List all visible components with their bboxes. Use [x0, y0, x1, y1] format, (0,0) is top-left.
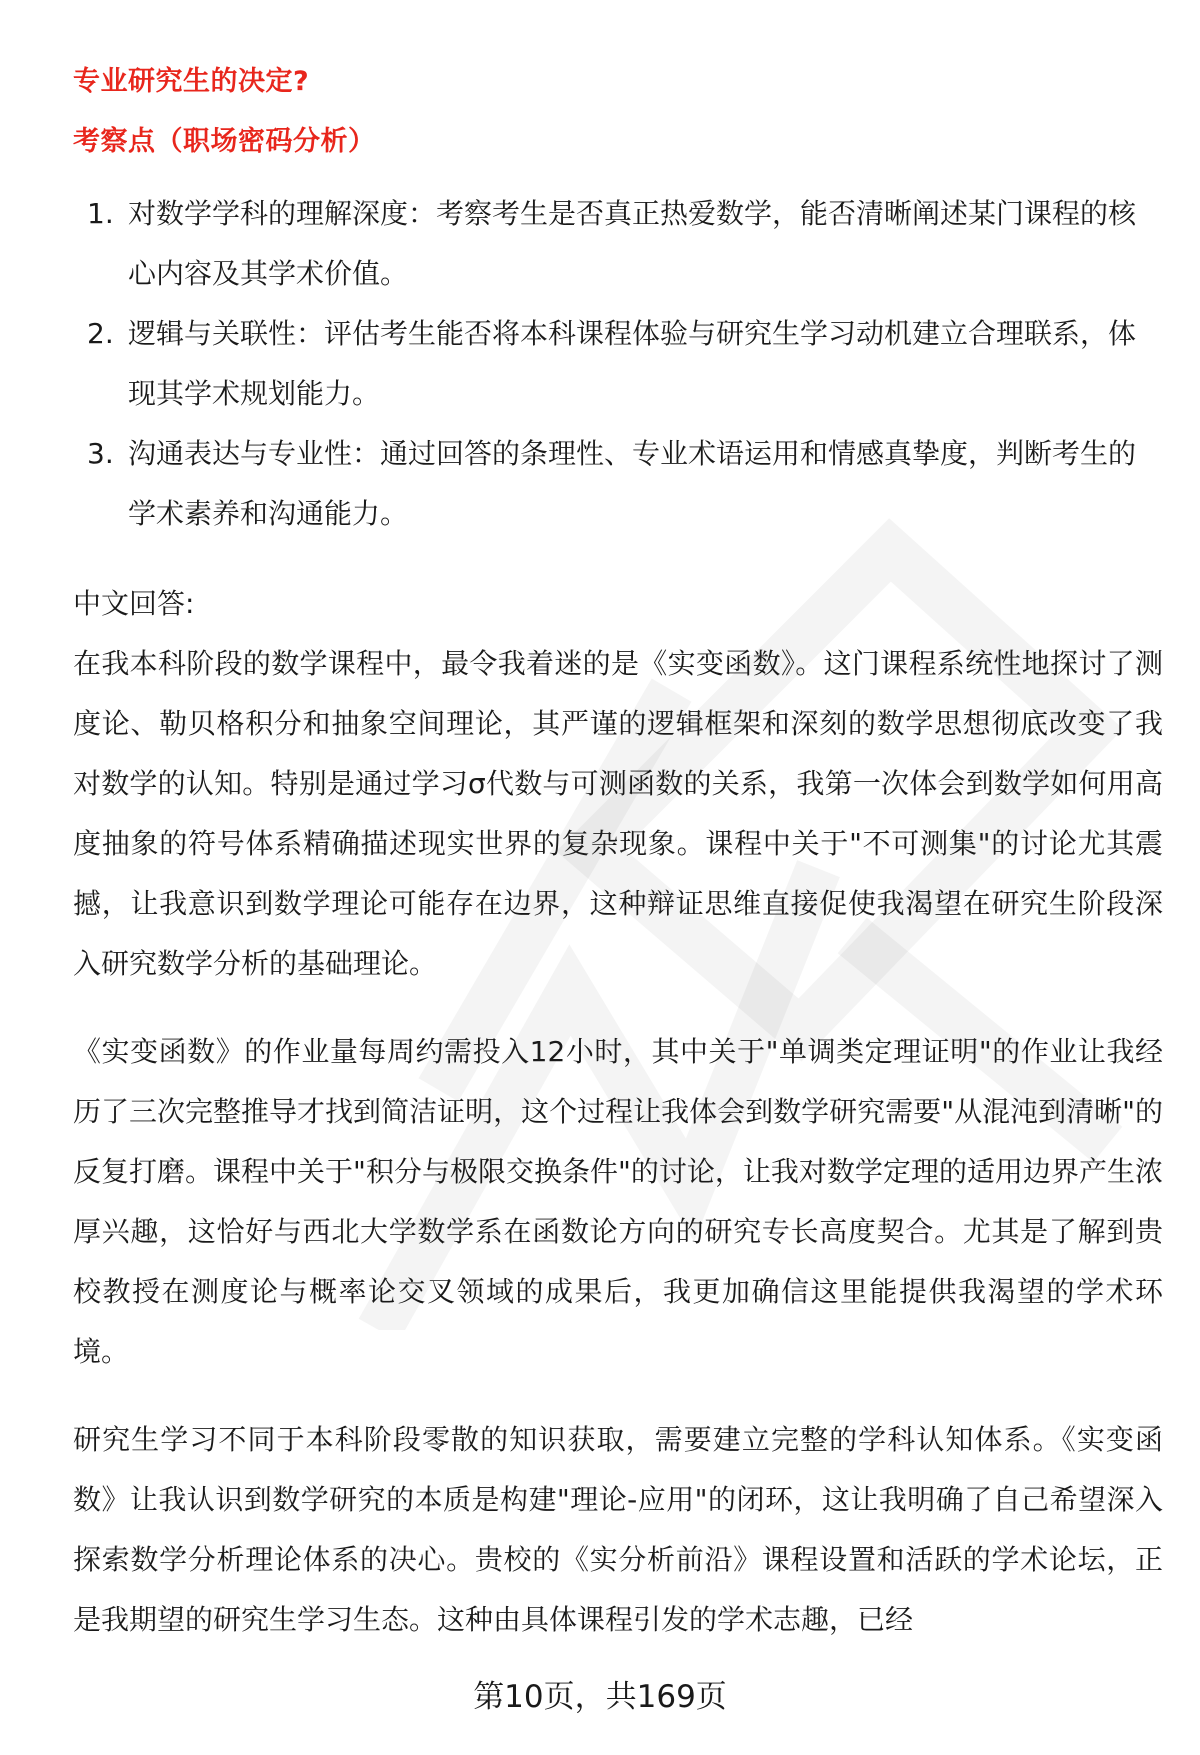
evaluation-points-list: [73, 184, 1163, 544]
answer-paragraph: 在我本科阶段的数学课程中，最令我着迷的是《实变函数》。这门课程系统性地探讨了测度论、勒贝格积分和抽象空间理论，其严谨的逻辑框架和深刻的数学思想彻底改变了我对数学的认知。特别是通过学习σ代数与可测函数的关系，我第一次体会到数学如何用高度抽象的符号体系精确描述现实世界的复杂现象。课程中关于"不可测集"的讨论尤其震撼，让我意识到数学理论可能存在边界，这种辩证思维直接促使我渴望在研究生阶段深入研究数学分析的基础理论。: [73, 647, 1163, 980]
list-number: 1.: [87, 197, 114, 230]
page-number-footer: 第10页，共169页: [473, 1679, 727, 1715]
list-item-text: 逻辑与关联性：评估考生能否将本科课程体验与研究生学习动机建立合理联系，体现其学术规划能力。: [128, 317, 1137, 410]
list-item: [73, 424, 1163, 544]
list-item-text: 沟通表达与专业性：通过回答的条理性、专业术语运用和情感真挚度，判断考生的学术素养和沟通能力。: [128, 437, 1137, 530]
list-item: [73, 304, 1163, 424]
answer-paragraph: 《实变函数》的作业量每周约需投入12小时，其中关于"单调类定理证明"的作业让我经历了三次完整推导才找到简洁证明，这个过程让我体会到数学研究需要"从混沌到清晰"的反复打磨。课程中关于"积分与极限交换条件"的讨论，让我对数学定理的适用边界产生浓厚兴趣，这恰好与西北大学数学系在函数论方向的研究专长高度契合。尤其是了解到贵校教授在测度论与概率论交叉领域的成果后，我更加确信这里能提供我渴望的学术环境。: [73, 1035, 1163, 1368]
list-item: [73, 184, 1163, 304]
document-title: 专业研究生的决定?: [73, 66, 310, 97]
answer-label: 中文回答:: [73, 587, 195, 620]
list-item-text: 对数学学科的理解深度：考察考生是否真正热爱数学，能否清晰阐述某门课程的核心内容及其学术价值。: [128, 197, 1137, 290]
list-number: 2.: [87, 317, 114, 350]
answer-paragraph: 研究生学习不同于本科阶段零散的知识获取，需要建立完整的学科认知体系。《实变函数》让我认识到数学研究的本质是构建"理论-应用"的闭环，这让我明确了自己希望深入探索数学分析理论体系的决心。贵校的《实分析前沿》课程设置和活跃的学术论坛，正是我期望的研究生学习生态。这种由具体课程引发的学术志趣，已经: [73, 1423, 1163, 1636]
section-heading: 考察点（职场密码分析）: [73, 126, 376, 157]
list-number: 3.: [87, 437, 114, 470]
document-content: [73, 52, 1163, 1678]
